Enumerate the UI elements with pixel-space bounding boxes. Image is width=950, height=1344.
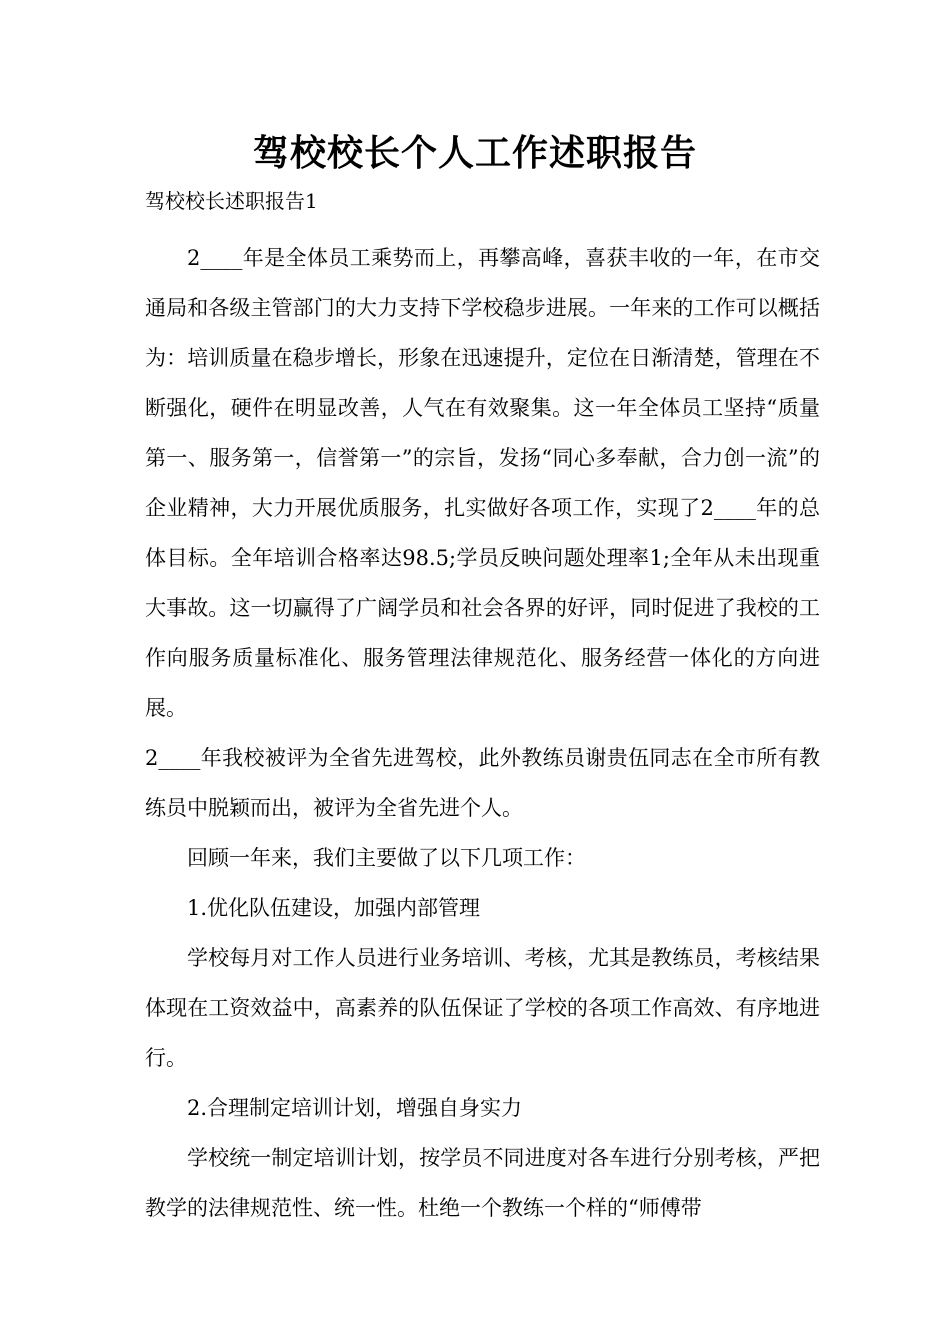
paragraph-awards: 2____年我校被评为全省先进驾校，此外教练员谢贵伍同志在全市所有教练员中脱颖而出，被评为全省先进个人。	[145, 746, 820, 820]
section-heading-2: 2.合理制定培训计划，增强自身实力	[187, 1096, 523, 1120]
document-title: 驾校校长个人工作述职报告	[252, 132, 697, 174]
paragraph-review-intro: 回顾一年来，我们主要做了以下几项工作：	[187, 846, 586, 870]
paragraph-section-2: 学校统一制定培训计划，按学员不同进度对各车进行分别考核，严把教学的法律规范性、统一性。杜绝一个教练一个样的“师傅带	[145, 1146, 820, 1220]
document-body	[145, 233, 820, 1233]
paragraph-section-1: 学校每月对工作人员进行业务培训、考核，尤其是教练员，考核结果体现在工资效益中，高素养的队伍保证了学校的各项工作高效、有序地进行。	[145, 946, 820, 1070]
paragraph-summary: 2____年是全体员工乘势而上，再攀高峰，喜获丰收的一年，在市交通局和各级主管部门的大力支持下学校稳步进展。一年来的工作可以概括为：培训质量在稳步增长，形象在迅速提升，定位在日渐清楚，管理在不断强化，硬件在明显改善，人气在有效聚集。这一年全体员工坚持“质量第一、服务第一，信誉第一”的宗旨，发扬“同心多奉献，合力创一流”的企业精神，大力开展优质服务，扎实做好各项工作，实现了2____年的总体目标。全年培训合格率达98.5;学员反映问题处理率1;全年从未出现重大事故。这一切赢得了广阔学员和社会各界的好评，同时促进了我校的工作向服务质量标准化、服务管理法律规范化、服务经营一体化的方向进展。	[145, 246, 820, 720]
document-subtitle: 驾校校长述职报告1	[145, 189, 318, 213]
section-heading-1: 1.优化队伍建设，加强内部管理	[187, 896, 481, 920]
